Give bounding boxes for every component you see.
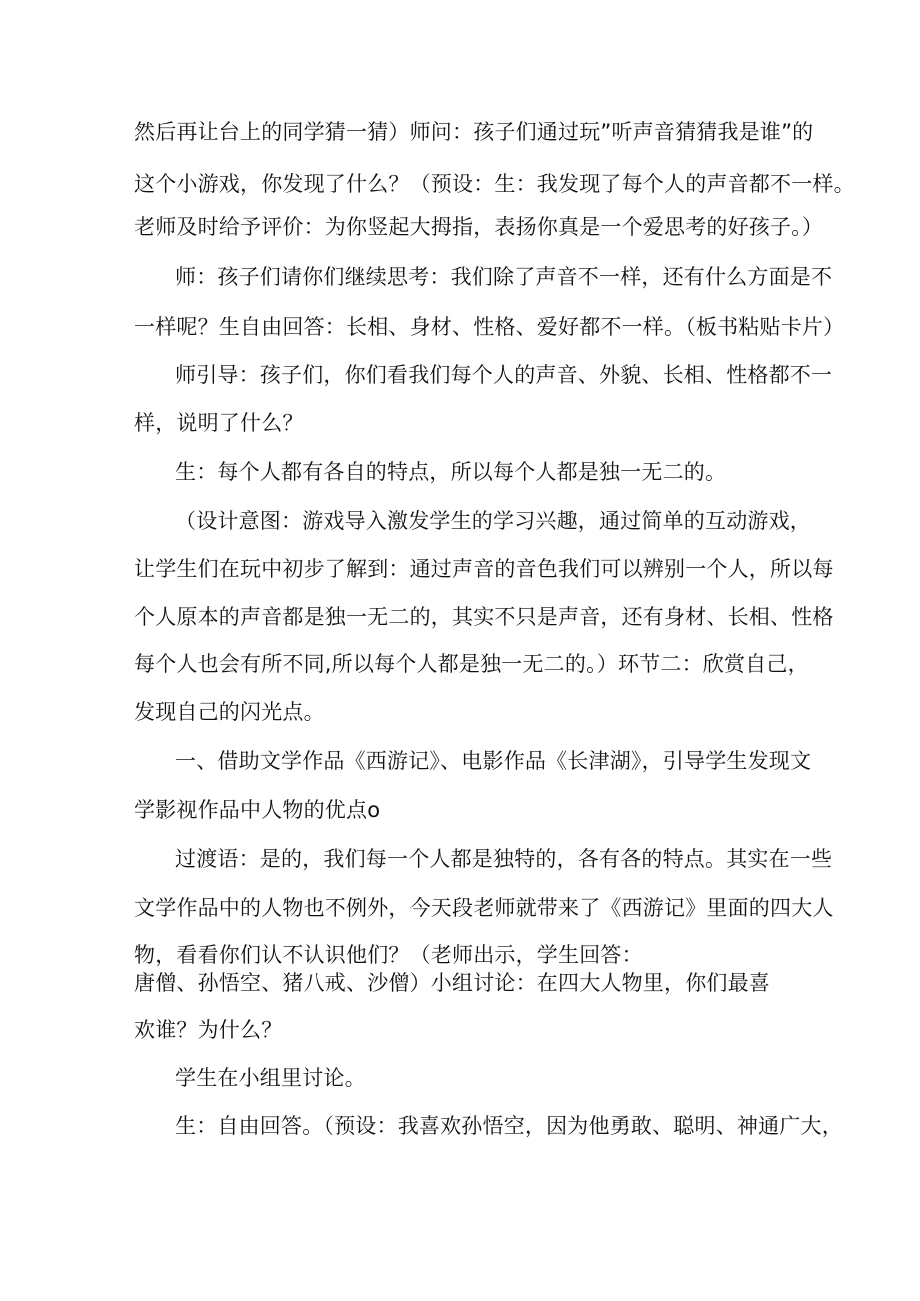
text-line: 师：孩子们请你们继续思考：我们除了声音不一样，还有什么方面是不 (175, 265, 833, 289)
text-line: 个人原本的声音都是独一无二的，其实不只是声音，还有身材、长相、性格 (134, 605, 834, 629)
text-line: 发现自己的闪光点。 (134, 700, 325, 724)
text-line: 生：自由回答。（预设：我喜欢孙悟空，因为他勇敢、聪明、神通广大， (175, 1114, 843, 1138)
text-line: 一样呢？生自由回答：长相、身材、性格、爱好都不一样。（板书粘贴卡片） (134, 315, 845, 339)
text-line: 师引导：孩子们，你们看我们每个人的声音、外貌、长相、性格都不一 (175, 363, 833, 387)
text-line: 欢谁？为什么？ (134, 1018, 283, 1042)
text-line: 唐僧、孙悟空、猪八戒、沙僧）小组讨论：在四大人物里，你们最喜 (134, 971, 770, 995)
text-line: 这个小游戏，你发现了什么？（预设：生：我发现了每个人的声音都不一样。 (134, 172, 855, 196)
text-line: 过渡语：是的，我们每一个人都是独特的，各有各的特点。其实在一些 (175, 847, 833, 871)
text-line: 生：每个人都有各自的特点，所以每个人都是独一无二的。 (175, 460, 727, 484)
text-line: 学影视作品中人物的优点o (134, 798, 381, 822)
text-line: 物，看看你们认不认识他们？（老师出示，学生回答： (134, 943, 643, 967)
text-line: 学生在小组里讨论。 (175, 1066, 366, 1090)
text-line: 样，说明了什么？ (134, 411, 304, 435)
text-line: 一、借助文学作品《西游记》、电影作品《长津湖》，引导学生发现文 (175, 749, 812, 773)
text-line: 文学作品中的人物也不例外，今天段老师就带来了《西游记》里面的四大人 (134, 896, 834, 920)
text-line: 老师及时给予评价：为你竖起大拇指，表扬你真是一个爱思考的好孩子。） (134, 215, 824, 239)
text-line: 然后再让台上的同学猜一猜）师问：孩子们通过玩”听声音猜猜我是谁”的 (134, 120, 814, 144)
text-line: （设计意图：游戏导入激发学生的学习兴趣，通过简单的互动游戏， (175, 509, 811, 533)
text-line: 让学生们在玩中初步了解到：通过声音的音色我们可以辨别一个人，所以每 (134, 557, 834, 581)
text-line: 每个人也会有所不同,所以每个人都是独一无二的。）环节二：欣赏自己， (134, 652, 809, 676)
